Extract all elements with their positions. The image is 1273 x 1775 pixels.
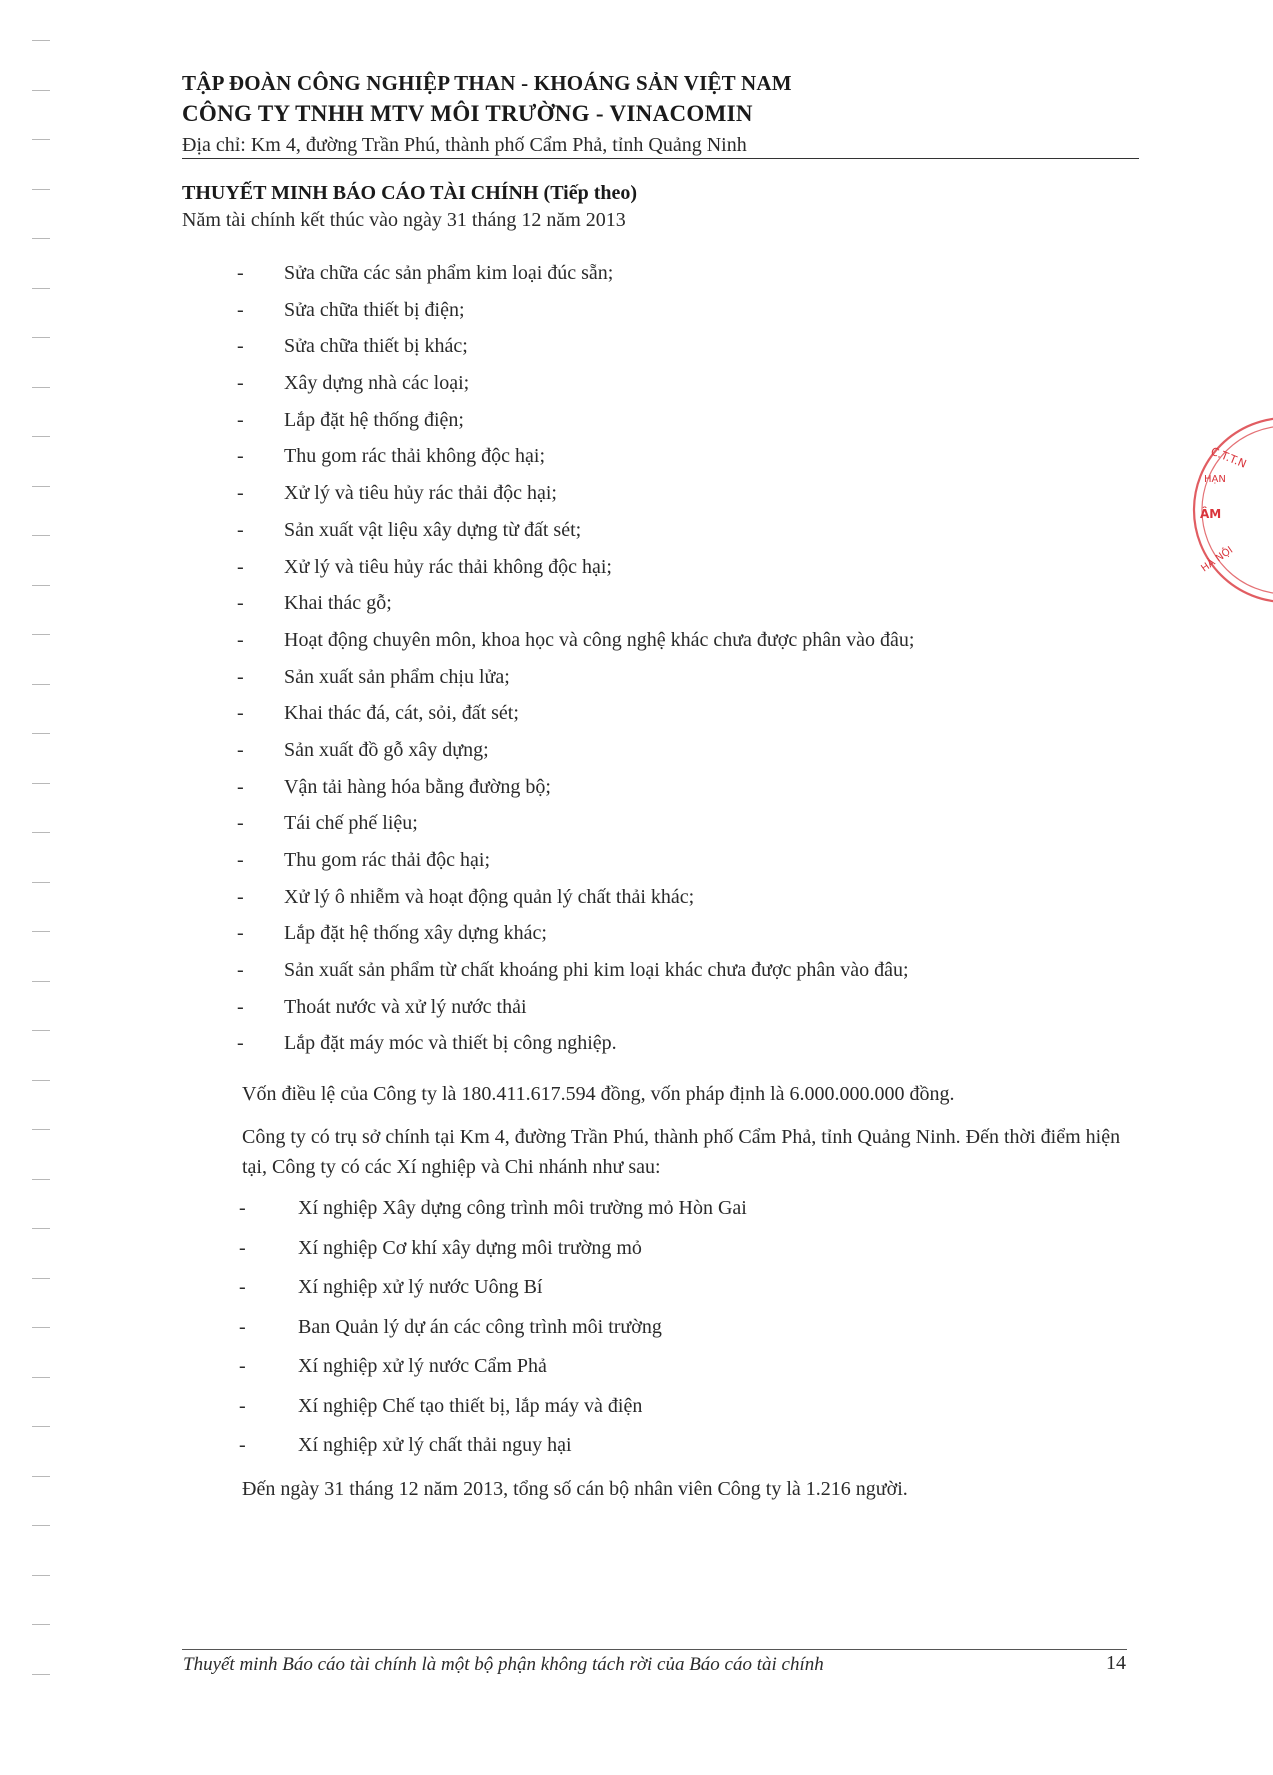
bullet-dash: - [237, 298, 244, 321]
branch-text: Xí nghiệp Xây dựng công trình môi trường mỏ Hòn Gai [298, 1197, 747, 1219]
bullet-dash: - [237, 408, 244, 431]
activity-text: Xử lý và tiêu hủy rác thải độc hại; [284, 482, 557, 505]
margin-tick [32, 1278, 50, 1279]
section-title: THUYẾT MINH BÁO CÁO TÀI CHÍNH (Tiếp theo) [182, 182, 638, 204]
branch-text: Xí nghiệp xử lý nước Cẩm Phả [298, 1355, 547, 1377]
bullet-dash: - [239, 1434, 246, 1456]
document-header [182, 68, 1142, 160]
bullet-dash: - [237, 592, 244, 615]
branch-text: Xí nghiệp Chế tạo thiết bị, lắp máy và điện [298, 1394, 643, 1417]
staff-count-paragraph: Đến ngày 31 tháng 12 năm 2013, tổng số cán bộ nhân viên Công ty là 1.216 người. [242, 1478, 908, 1500]
footer-divider [182, 1649, 1127, 1650]
margin-tick [32, 1525, 50, 1526]
margin-tick [32, 1179, 50, 1180]
bullet-dash: - [237, 518, 244, 541]
bullet-dash: - [237, 922, 244, 945]
svg-text:HÀ NỘI: HÀ NỘI [1199, 544, 1236, 575]
activity-text: Xây dựng nhà các loại; [284, 372, 470, 395]
binding-ticks [32, 40, 52, 1720]
svg-text:ÂM: ÂM [1200, 507, 1222, 521]
company-address: Địa chỉ: Km 4, đường Trần Phú, thành phố Cẩm Phả, tỉnh Quảng Ninh [182, 134, 747, 156]
bullet-dash: - [239, 1236, 246, 1259]
headquarters-paragraph: Công ty có trụ sở chính tại Km 4, đường Trần Phú, thành phố Cẩm Phả, tỉnh Quảng Ninh. Đến thời điểm hiện tại, Công ty có các Xí nghiệp và Chi nhánh như sau: [242, 1126, 1121, 1178]
bullet-dash: - [237, 335, 244, 358]
activity-text: Sửa chữa thiết bị khác; [284, 335, 468, 358]
bullet-dash: - [239, 1394, 246, 1417]
branch-text: Xí nghiệp xử lý nước Uông Bí [298, 1276, 543, 1298]
margin-tick [32, 90, 50, 91]
margin-tick [32, 1327, 50, 1328]
header-divider [182, 158, 1139, 159]
margin-tick [32, 1129, 50, 1130]
margin-tick [32, 436, 50, 437]
activity-text: Sản xuất sản phẩm từ chất khoáng phi kim loại khác chưa được phân vào đâu; [284, 959, 909, 982]
activity-text: Lắp đặt hệ thống xây dựng khác; [284, 922, 547, 945]
activity-text: Vận tải hàng hóa bằng đường bộ; [284, 775, 551, 798]
margin-tick [32, 1624, 50, 1625]
bullet-dash: - [237, 555, 244, 578]
activity-text: Khai thác gỗ; [284, 592, 392, 615]
bullet-dash: - [237, 812, 244, 835]
bullet-dash: - [237, 995, 244, 1018]
bullet-dash: - [237, 885, 244, 908]
bullet-dash: - [237, 372, 244, 395]
bullet-dash: - [237, 628, 244, 651]
margin-tick [32, 882, 50, 883]
bullet-dash: - [237, 702, 244, 725]
branch-text: Xí nghiệp xử lý chất thải nguy hại [298, 1434, 572, 1456]
margin-tick [32, 1228, 50, 1229]
margin-tick [32, 634, 50, 635]
bullet-dash: - [237, 849, 244, 871]
svg-text:C.T.T.N: C.T.T.N [1208, 444, 1249, 471]
bullet-dash: - [237, 959, 244, 982]
margin-tick [32, 40, 50, 41]
bullet-dash: - [237, 665, 244, 688]
margin-tick [32, 387, 50, 388]
activity-text: Xử lý và tiêu hủy rác thải không độc hại; [284, 555, 612, 578]
bullet-dash: - [237, 482, 244, 505]
charter-capital-paragraph: Vốn điều lệ của Công ty là 180.411.617.594 đồng, vốn pháp định là 6.000.000.000 đồng. [242, 1083, 955, 1105]
bullet-dash: - [239, 1276, 246, 1298]
margin-tick [32, 832, 50, 833]
activity-text: Sản xuất đồ gỗ xây dựng; [284, 738, 489, 761]
bullet-dash: - [239, 1315, 246, 1338]
company-name: CÔNG TY TNHH MTV MÔI TRƯỜNG - VINACOMIN [182, 101, 753, 126]
bullet-dash: - [237, 738, 244, 761]
activity-text: Xử lý ô nhiễm và hoạt động quản lý chất thải khác; [284, 885, 695, 908]
margin-tick [32, 1575, 50, 1576]
margin-tick [32, 931, 50, 932]
margin-tick [32, 1674, 50, 1675]
activity-text: Sản xuất sản phẩm chịu lửa; [284, 665, 510, 688]
bullet-dash: - [237, 445, 244, 468]
activity-text: Sản xuất vật liệu xây dựng từ đất sét; [284, 518, 582, 541]
margin-tick [32, 337, 50, 338]
bullet-dash: - [237, 1032, 244, 1055]
margin-tick [32, 189, 50, 190]
activity-text: Thoát nước và xử lý nước thải [284, 995, 527, 1018]
group-name: TẬP ĐOÀN CÔNG NGHIỆP THAN - KHOÁNG SẢN VIỆT NAM [182, 71, 792, 95]
activity-text: Khai thác đá, cát, sỏi, đất sét; [284, 702, 519, 725]
activity-text: Tái chế phế liệu; [284, 812, 418, 835]
section-subtitle: Năm tài chính kết thúc vào ngày 31 tháng 12 năm 2013 [182, 209, 626, 231]
margin-tick [32, 1476, 50, 1477]
bullet-dash: - [239, 1197, 246, 1219]
bullet-dash: - [239, 1355, 246, 1377]
branch-text: Ban Quản lý dự án các công trình môi trường [298, 1315, 662, 1338]
activity-text: Lắp đặt máy móc và thiết bị công nghiệp. [284, 1032, 617, 1055]
activity-text: Sửa chữa thiết bị điện; [284, 298, 465, 321]
margin-tick [32, 585, 50, 586]
margin-tick [32, 1377, 50, 1378]
margin-tick [32, 1426, 50, 1427]
bullet-dash: - [237, 262, 244, 284]
bullet-dash: - [237, 775, 244, 798]
margin-tick [32, 1080, 50, 1081]
page-number: 14 [1106, 1652, 1126, 1674]
margin-tick [32, 288, 50, 289]
margin-tick [32, 535, 50, 536]
activity-text: Lắp đặt hệ thống điện; [284, 408, 464, 431]
margin-tick [32, 981, 50, 982]
activity-text: Thu gom rác thải không độc hại; [284, 445, 546, 468]
activity-text: Sửa chữa các sản phẩm kim loại đúc sẵn; [284, 262, 614, 284]
margin-tick [32, 486, 50, 487]
activity-text: Hoạt động chuyên môn, khoa học và công nghệ khác chưa được phân vào đâu; [284, 628, 915, 651]
branch-text: Xí nghiệp Cơ khí xây dựng môi trường mỏ [298, 1236, 642, 1259]
margin-tick [32, 139, 50, 140]
margin-tick [32, 783, 50, 784]
footer-note: Thuyết minh Báo cáo tài chính là một bộ phận không tách rời của Báo cáo tài chính [183, 1654, 824, 1675]
company-seal-stamp [1190, 410, 1273, 610]
svg-text:HẠN: HẠN [1204, 474, 1226, 485]
margin-tick [32, 733, 50, 734]
margin-tick [32, 238, 50, 239]
margin-tick [32, 684, 50, 685]
activity-text: Thu gom rác thải độc hại; [284, 849, 491, 871]
margin-tick [32, 1030, 50, 1031]
